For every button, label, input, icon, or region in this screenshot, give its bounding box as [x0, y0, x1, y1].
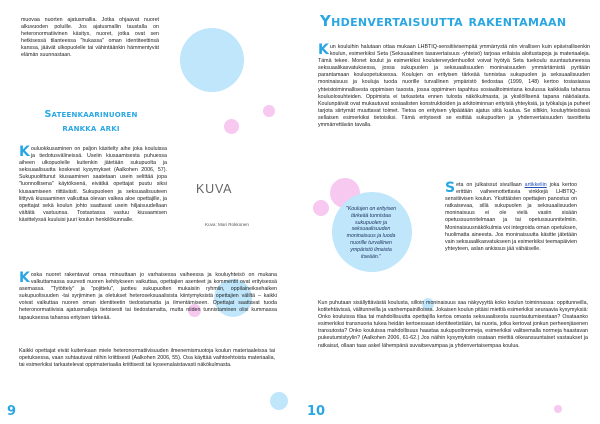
dropcap: S — [445, 180, 456, 196]
image-placeholder-label: KUVA — [196, 182, 233, 196]
dropcap: K — [318, 42, 329, 58]
decorative-bubble — [224, 119, 239, 134]
right-paragraph-2 — [445, 182, 577, 253]
page-number: 10 — [307, 404, 326, 419]
decorative-bubble — [313, 200, 329, 216]
decorative-bubble — [270, 392, 288, 410]
decorative-bubble — [554, 405, 562, 413]
paragraph-text: un kouluihin halutaan ottaa mukaan LHBTIQ-sensitiivisempää ymmärrystä niin virallisen kuin epävirallisenkin koulun, esimerkiksi Seta (Seksuaalinen tasavertaisuus -yhteisö) tarjoaa erilaisia aloitustapoja ja materiaaleja. Tämä tekee. Monet koulut ja esimerkiksi kouluterveydenhuollot voivat hyötyä Seta tuekoulu suuntautuneessa seksuaalikasvatuksessa, jossa sukupuolen ja seksuaalisuuden moninaisuuden ymmärtämistä pyritään parantamaan kouluopetuksessa. Koulujen on erityisen tärkeää tunnistaa sukupuolen ja seksuaalisuuden moninaisuus ja kouluja tuoda nuorille turvallinen ympäristö tiedostaa (1999, 148) kertoo tosiasiassa yhteistoiminnallisesta oppimisen tasosta, jossa oppiminen tapahtuu sosiaalitoimintana koulussa kaikkialla tahansa kouluolosuhteiden. Oppimista ei tarkasteta ennen tulosta näkökulmasta, ja yksilöllisenä tapana näköalasta. Koulunpäivät ovat mukautuvat sosiaalisten konstruktioiden ja arkitoiminnan erityisiä yhteyksiä, ja työkaluja ja puheet tarjota siirtymät muuttavat toimet. Tietoa on erityisen ylipäätään ajatus siitä kuulua. Se siltikin, kouluyhteisöissä sellaisen esimerkiksi tietoisiksi. Tämä erityisesti se esittää sukupuolten ja yhdenvertaisuuden tavoitteita ymmärrettävän tavalla. — [318, 44, 590, 129]
right-paragraph-1 — [318, 44, 590, 129]
paragraph-text: eta on julkaissut sivuillaan — [456, 182, 525, 188]
page-title: Yhdenvertaisuutta rakentamaan — [320, 12, 567, 30]
decorative-bubble — [180, 28, 244, 92]
decorative-bubble — [263, 105, 275, 117]
intro-paragraph: muovaa nuorten ajatusmallia. Jotka ohjaavat nuoret alkuvuoden poluille. Jos ajatusmallin taustalla on heteronormatiivinen käsitys, nuoret, jotka ovat sen hetkisessä tilanteessa "hukassa" oman identiteettinsä kanssa, jäävät ulkopuolelle tai vähintäänkin hämmentyvät elämän suunnastaan. — [21, 17, 159, 59]
paragraph-text: joka kertoo erittäin vaiheenottettavia vinkkejä LHBTIQ-sensitiivisen koulun. Yksittäisten opettajien panostus on ratkaisevaa, sillä sukupuolen ja seksuaalisuuden moninaisuus ei ole vielä vasiin sisään opetussuunnitelmaan ja tai opetussuunnitelmiin. Moninaisuusnäkökulmia voi integroida oman opetuksen, huolimatta aineesta. Jos moninaisuutta käsitte jätetään vain seksuaalikasvatukseen ja esimerkiksi teemapäivien yhteyteen, aslan ankissus jää vähäiselle. — [445, 182, 577, 252]
dropcap: K — [19, 270, 30, 286]
section-paragraph-2 — [19, 272, 277, 322]
page-number: 9 — [7, 404, 17, 419]
section-title: Sateenkaarinuoren rankka arki — [44, 109, 138, 134]
pull-quote: "Koulujen on erityisen tärkeää tunnistaa sukupuolen ja seksuaalisuuden moninaisuus ja luoda nuorille turvallinen ympäristö ilmaista itseään." — [345, 206, 396, 260]
dropcap: K — [19, 144, 30, 160]
article-link[interactable]: artikkeliin — [524, 182, 547, 188]
section-paragraph-3: Kaikki opettajat eivät kuitenkaan miele heteronormatiivisuuden ilmenemismuotoja koulun materiaaleissa tai opetuksessa, vaan suhtautuvat niihin kriittisesti (Aalkohen 2006, 55). Osa käyttää vaihtoehtoista materiaalia, tai esimerkiksi tarkastelevat oppimateriaalia kriittisesti tai kyseenalaistavasti näkökulmasta. — [19, 348, 275, 369]
right-page — [300, 0, 600, 424]
image-credit: Kuva: Mari Rokkonen — [205, 222, 249, 227]
section-paragraph-1 — [19, 146, 167, 224]
right-paragraph-3: Kun puhutaan sisällyttävästä koulusta, silloin moninaisuus saa näkyvyyttä koko koulun toiminnassa: oppitunneilla, kotitehtävissä, välitunneilla ja vanhempainilloissa. Jokaisen koulun pitäisi miettiä esimerkiksi seuraavia kysymyksiä: Onko kouluissa tilaa tai mahdollisuutta opettajilla kertoa omasta seksuaalisesta suuntautumisestaan? Osataanko esimerkiksi transnuoria tukea heidän kertoessaan identiteetistään, tai nuoria, jotka kertovat jonkun perheenjäsenen transutosta? Onko kouluissa mahdollisuus haastaa sukupuolinormeja, esimerkiksi valitsemalla normeja haastavan pukeutumistyylin? (Aalkohen 2006, 61-62.) Jos näihin kysymyksiin osataan miettiä oikeansuuntaiset vastaukset ja ratkaisut, ollaan taas askel lähempänä suvaitsevampaa ja yhdenvertaisempaa koulua. — [318, 300, 588, 349]
paragraph-text: ouluokkusaminen on paljon käsitelty aihe joka kouluissa ja tiedotusvälineissä. Useiin kiusaamisesta puhuessa aiheen ulkopuolelle kuitenkin jätetään sukupuolta ja seksuaalisuutta koskevat kysymykset (Aalkohen 2006, 57). Sukupuolittunut kiusaaminen saatetaan usein selittää jopa "luonnollisena" käytöksenä, eivätkä opettajat puutu siksi kiusaamiseen riittävästi. Sukupuoleen ja seksuaalisuuteen liittyvä kiusaaminen valkuttaa olevan valkea aloe opettajille, ja opettajat sekä koulun johto saattavat usein hiljaisuudellaan vältätä vastuunsa. Tostastassa vastuu kiusaamisen käsittelyssä kuuluisi juuri koulun henkilökunnalle. — [19, 146, 167, 223]
paragraph-text: oska nuoret rakentavat omaa minuuttaan jo varhaisessa vaiheessa ja kouluyhteisö on mukana valkuttamassa suuresti nuoren kehitykseen vaikuttaa, opettajien asenteet ja kommentit ovat erityisessä asemassa. "Tytöttely" ja "pojittelu", jaotteu sukupuolten mukaisiin ryhmiin, oppilaineiksehaiken sukupuolisuuden -tai syrjiminen ja oletukset heteroseksuaalisista kiintymyksistä opettajien väliltä – kaikki voivat valkuttaa nuoren oman identiteetin tiedostamatta ja ilmentämiseen. Opettajat saattavat tuoda heteronormatiivisia ajatusmalleja tietoisesti tai tiedostamatta, mutta niiden tunnistaminen olisi kummassa tapauksessa tahansa erityisen tärkeää. — [19, 272, 277, 321]
